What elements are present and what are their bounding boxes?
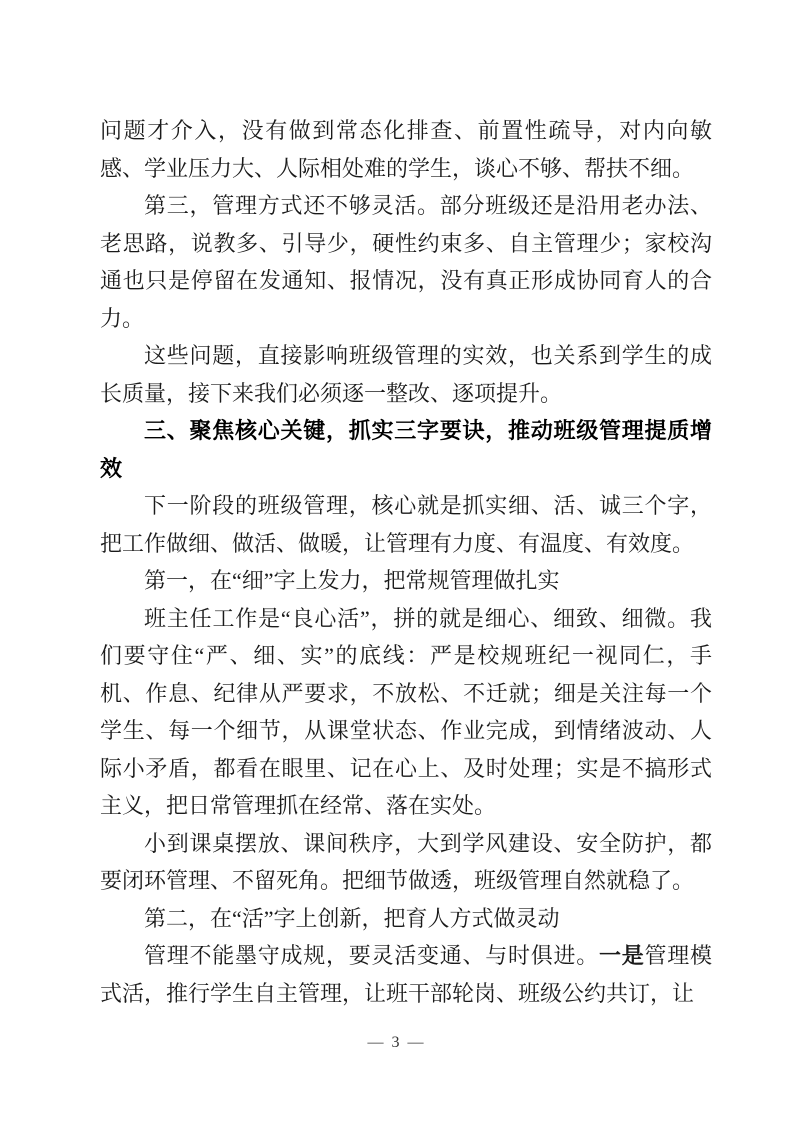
paragraph-text-segment: 管理不能墨守成规，要灵活变通、与时俱进。 [144, 943, 599, 968]
sub-heading-first: 第一，在“细”字上发力，把常规管理做扎实 [144, 568, 560, 593]
emphasized-phrase: 一是 [598, 943, 645, 968]
paragraph: 这些问题，直接影响班级管理的实效，也关系到学生的成长质量，接下来我们必须逐一整改、逐项提升。 [100, 343, 712, 406]
paragraph: 第三，管理方式还不够灵活。部分班级还是沿用老办法、老思路，说教多、引导少，硬性约束多、自主管理少；家校沟通也只是停留在发通知、报情况，没有真正形成协同育人的合力。 [100, 193, 712, 331]
page-footer [0, 1032, 793, 1054]
paragraph: 班主任工作是“良心活”，拼的就是细心、细致、细微。我们要守住“严、细、实”的底线：严是校规班纪一视同仁，手机、作息、纪律从严要求，不放松、不迁就；细是关注每一个学生、每一个细节，从课堂状态、作业完成，到情绪波动、人际小矛盾，都看在眼里、记在心上、及时处理；实是不搞形式主义，把日常管理抓在经常、落在实处。 [100, 605, 712, 818]
sub-heading-second: 第二，在“活”字上创新，把育人方式做灵动 [144, 905, 560, 931]
paragraph-text-segment: 管理模式活，推行学生自主管理，让班干部轮岗、班级公约共订，让 [100, 943, 712, 1006]
document-body [100, 112, 712, 1012]
paragraph: 小到课桌摆放、课间秩序，大到学风建设、安全防护，都要闭环管理、不留死角。把细节做透，班级管理自然就稳了。 [100, 830, 712, 893]
paragraph-with-emphasis [100, 937, 712, 1012]
paragraph: 下一阶段的班级管理，核心就是抓实细、活、诚三个字，把工作做细、做活、做暖，让管理有力度、有温度、有效度。 [100, 493, 712, 556]
page-number: — 3 — [367, 1034, 426, 1051]
paragraph-continuation: 问题才介入，没有做到常态化排查、前置性疏导，对内向敏感、学业压力大、人际相处难的学生，谈心不够、帮扶不细。 [100, 118, 712, 181]
section-heading: 三、聚焦核心关键，抓实三字要诀，推动班级管理提质增效 [100, 418, 712, 481]
